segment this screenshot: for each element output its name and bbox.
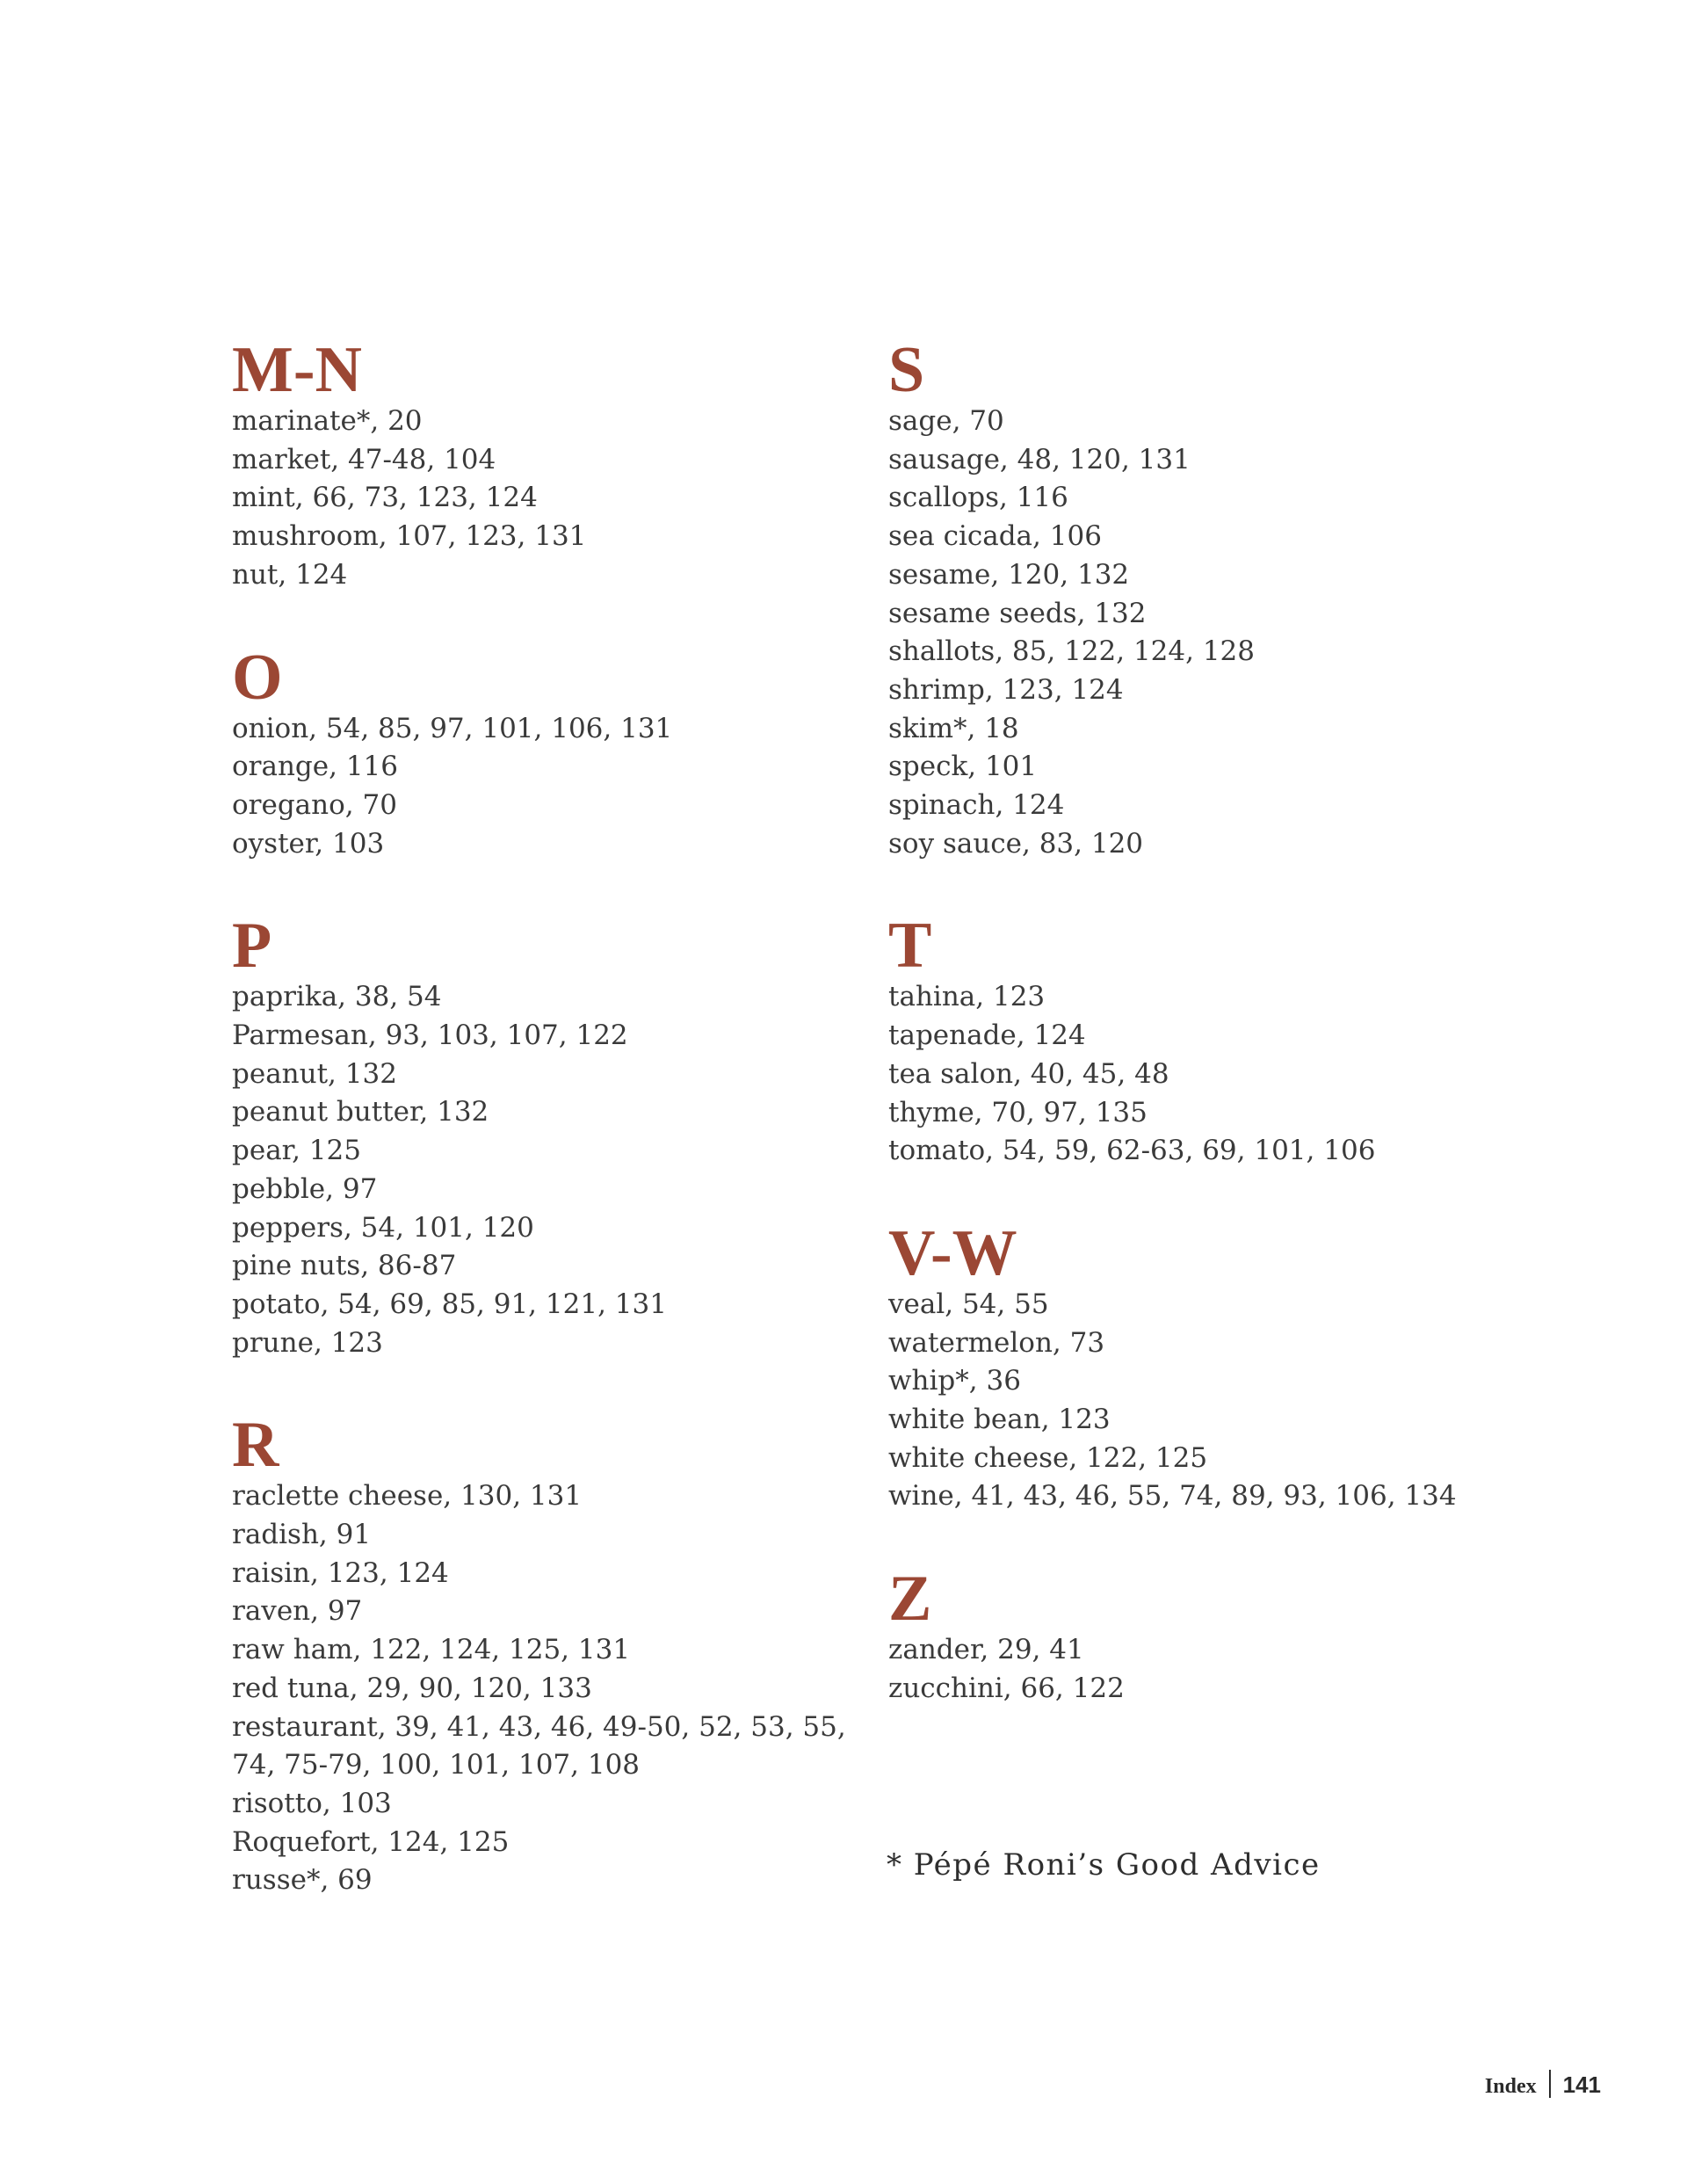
index-entry: watermelon, 73 [888, 1326, 1105, 1359]
index-entry: oyster, 103 [232, 827, 385, 860]
footer-divider [1549, 2070, 1551, 2098]
index-section-p [232, 910, 865, 1362]
index-entry: peanut, 132 [232, 1057, 397, 1090]
index-column-right [888, 334, 1521, 1759]
index-entry: prune, 123 [232, 1326, 383, 1359]
entry-list [888, 1631, 1521, 1708]
entry-list [888, 403, 1521, 863]
entry-list [232, 1477, 865, 1900]
entry-list [888, 978, 1521, 1171]
index-entry: wine, 41, 43, 46, 55, 74, 89, 93, 106, 134 [888, 1480, 1457, 1513]
index-entry: market, 47-48, 104 [232, 443, 496, 475]
index-entry: pear, 125 [232, 1135, 361, 1167]
section-letter: T [888, 910, 932, 983]
index-entry: shrimp, 123, 124 [888, 673, 1124, 706]
index-section-r [232, 1409, 865, 1900]
index-entry: sausage, 48, 120, 131 [888, 443, 1191, 475]
index-entry: spinach, 124 [888, 789, 1065, 822]
section-letter: S [888, 334, 925, 406]
index-entry: onion, 54, 85, 97, 101, 106, 131 [232, 712, 673, 744]
index-section-t [888, 910, 1521, 1171]
index-entry: sesame seeds, 132 [888, 597, 1147, 629]
index-entry: Roquefort, 124, 125 [232, 1825, 510, 1858]
entry-list [232, 710, 865, 864]
index-section-s [888, 334, 1521, 863]
index-entry: restaurant, 39, 41, 43, 46, 49-50, 52, 53, 55, 74, 75-79, 100, 101, 107, 108 [232, 1710, 846, 1781]
index-entry: whip*, 36 [888, 1365, 1021, 1397]
index-section-v-w [888, 1216, 1521, 1516]
index-entry: zucchini, 66, 122 [888, 1672, 1125, 1704]
index-entry: orange, 116 [232, 751, 398, 783]
index-entry: tomato, 54, 59, 62-63, 69, 101, 106 [888, 1135, 1376, 1167]
section-letter: O [232, 641, 283, 714]
page-number: 141 [1562, 2072, 1601, 2098]
index-entry: oregano, 70 [232, 788, 397, 821]
index-entry: tapenade, 124 [888, 1019, 1086, 1052]
index-section-o [232, 641, 865, 864]
index-entry: sesame, 120, 132 [888, 558, 1130, 591]
section-letter: V-W [888, 1216, 1017, 1289]
entry-list [232, 978, 865, 1362]
index-entry: mint, 66, 73, 123, 124 [232, 482, 538, 514]
page-footer [1485, 2070, 1601, 2099]
index-entry: scallops, 116 [888, 482, 1068, 514]
index-entry: raw ham, 122, 124, 125, 131 [232, 1634, 631, 1666]
index-entry: white bean, 123 [888, 1404, 1111, 1436]
index-entry: raisin, 123, 124 [232, 1556, 449, 1589]
index-entry: speck, 101 [888, 751, 1038, 783]
footer-section-title: Index [1484, 2075, 1537, 2098]
section-letter: P [232, 910, 272, 983]
index-entry: zander, 29, 41 [888, 1634, 1084, 1666]
index-entry: raclette cheese, 130, 131 [232, 1480, 583, 1513]
index-column-left [232, 334, 865, 1950]
index-entry: pine nuts, 86-87 [232, 1250, 457, 1282]
index-entry: russe*, 69 [232, 1864, 373, 1897]
index-entry: mushroom, 107, 123, 131 [232, 520, 587, 553]
index-entry: sage, 70 [888, 405, 1004, 437]
index-entry: risotto, 103 [232, 1787, 392, 1819]
index-entry: marinate*, 20 [232, 405, 423, 437]
index-entry: shallots, 85, 122, 124, 128 [888, 635, 1256, 668]
section-letter: R [232, 1409, 279, 1482]
footnote: * Pépé Roni’s Good Advice [887, 1847, 1321, 1883]
index-section-m-n [232, 334, 865, 595]
index-entry: peanut butter, 132 [232, 1096, 489, 1128]
index-entry: red tuna, 29, 90, 120, 133 [232, 1672, 592, 1704]
index-entry: paprika, 38, 54 [232, 981, 442, 1013]
index-entry: Parmesan, 93, 103, 107, 122 [232, 1019, 628, 1052]
section-letter: Z [888, 1563, 932, 1636]
index-entry: pebble, 97 [232, 1172, 378, 1205]
index-entry: peppers, 54, 101, 120 [232, 1211, 534, 1244]
section-letter: M-N [232, 334, 362, 406]
index-entry: potato, 54, 69, 85, 91, 121, 131 [232, 1288, 667, 1320]
entry-list [232, 403, 865, 595]
index-entry: thyme, 70, 97, 135 [888, 1096, 1148, 1128]
index-entry: veal, 54, 55 [888, 1288, 1049, 1320]
index-entry: raven, 97 [232, 1595, 363, 1628]
index-entry: skim*, 18 [888, 712, 1019, 744]
index-section-z [888, 1563, 1521, 1708]
entry-list [888, 1286, 1521, 1516]
index-entry: soy sauce, 83, 120 [888, 827, 1144, 860]
index-entry: nut, 124 [232, 558, 348, 591]
index-entry: tea salon, 40, 45, 48 [888, 1057, 1169, 1090]
index-entry: tahina, 123 [888, 981, 1046, 1013]
index-entry: sea cicada, 106 [888, 520, 1102, 553]
index-entry: radish, 91 [232, 1519, 372, 1551]
index-entry: white cheese, 122, 125 [888, 1441, 1208, 1474]
